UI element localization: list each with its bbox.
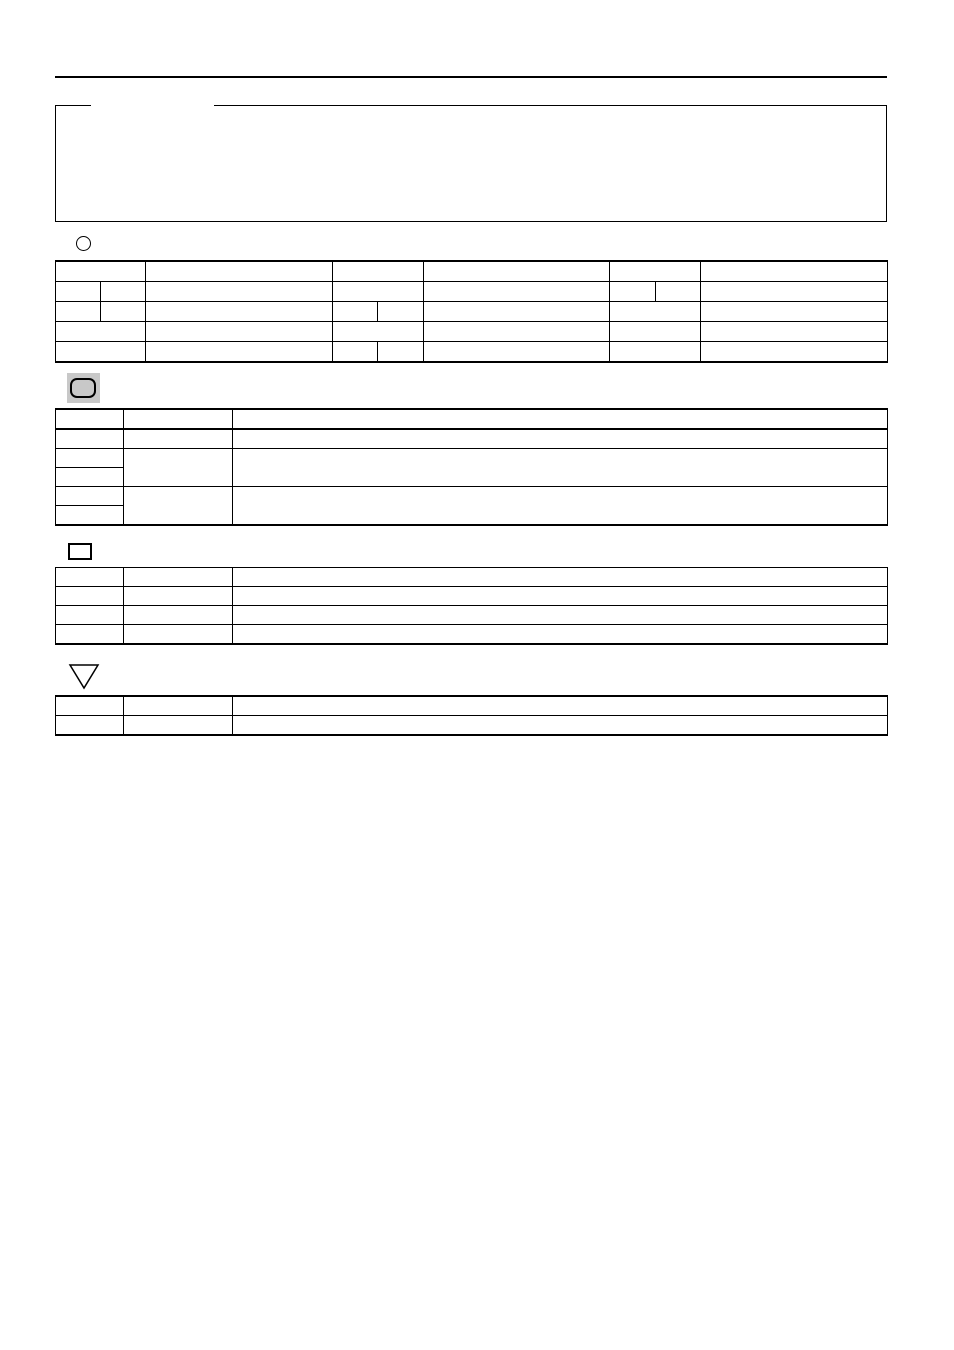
header-rule (55, 76, 887, 78)
table-cell (124, 409, 233, 429)
table-cell (233, 429, 888, 449)
table-row (56, 587, 888, 606)
notice-box (55, 105, 887, 222)
table-row (56, 449, 888, 468)
table-cell (233, 716, 888, 736)
table-cell (424, 302, 610, 322)
table-cell (610, 342, 701, 363)
table-cell (101, 282, 146, 302)
table-cell (56, 409, 124, 429)
table-cell (56, 449, 124, 468)
table-cell (56, 716, 124, 736)
table-cell (333, 322, 424, 342)
table-cell (378, 302, 424, 322)
table-cell (56, 506, 124, 526)
table-row (56, 282, 888, 302)
notice-heading (91, 104, 214, 108)
table-row (56, 302, 888, 322)
table-cell (610, 322, 701, 342)
table-cell (124, 625, 233, 645)
spec-table-a (55, 260, 888, 363)
table-cell (56, 261, 146, 282)
circle-icon (76, 236, 91, 251)
table-cell (233, 409, 888, 429)
table-cell (124, 568, 233, 587)
table-cell (101, 302, 146, 322)
table-cell (56, 429, 124, 449)
table-row (56, 696, 888, 716)
table-cell (333, 261, 424, 282)
table-cell (124, 606, 233, 625)
table-cell (333, 302, 378, 322)
table-header-row (56, 409, 888, 429)
table-cell (424, 342, 610, 363)
table-cell (56, 468, 124, 487)
table-cell (146, 302, 333, 322)
table-cell (124, 487, 233, 526)
table-row (56, 429, 888, 449)
table-cell (56, 282, 101, 302)
table-cell (56, 606, 124, 625)
table-cell (424, 322, 610, 342)
table-cell (701, 302, 888, 322)
table-cell (56, 342, 146, 363)
table-row (56, 487, 888, 506)
table-cell (124, 716, 233, 736)
table-cell (56, 696, 124, 716)
table-cell (701, 282, 888, 302)
table-cell (610, 302, 701, 322)
table-cell (124, 449, 233, 487)
table-cell (233, 487, 888, 526)
table-cell (124, 429, 233, 449)
table-cell (656, 282, 701, 302)
table-cell (333, 342, 378, 363)
table-cell (233, 587, 888, 606)
table-cell (233, 449, 888, 487)
table-cell (56, 302, 101, 322)
rounded-rectangle-icon (70, 378, 96, 398)
table-row (56, 716, 888, 736)
table-cell (233, 696, 888, 716)
table-cell (233, 625, 888, 645)
table-row (56, 606, 888, 625)
table-cell (124, 587, 233, 606)
table-cell (701, 261, 888, 282)
table-cell (233, 606, 888, 625)
table-row (56, 342, 888, 363)
table-cell (56, 322, 146, 342)
table-cell (701, 342, 888, 363)
table-cell (56, 625, 124, 645)
table-cell (610, 261, 701, 282)
table-cell (124, 696, 233, 716)
table-cell (146, 342, 333, 363)
table-cell (233, 568, 888, 587)
spec-table-c (55, 567, 888, 645)
square-icon (68, 543, 92, 560)
table-cell (424, 261, 610, 282)
table-row (56, 625, 888, 645)
table-cell (701, 322, 888, 342)
table-cell (333, 282, 424, 302)
table-row (56, 261, 888, 282)
table-cell (146, 322, 333, 342)
table-cell (146, 282, 333, 302)
table-cell (146, 261, 333, 282)
triangle-down-icon (68, 663, 100, 691)
spec-table-b (55, 408, 888, 526)
table-cell (56, 587, 124, 606)
spec-table-d (55, 695, 888, 736)
table-cell (424, 282, 610, 302)
table-row (56, 322, 888, 342)
table-row (56, 568, 888, 587)
table-cell (378, 342, 424, 363)
table-cell (610, 282, 656, 302)
table-cell (56, 568, 124, 587)
table-cell (56, 487, 124, 506)
